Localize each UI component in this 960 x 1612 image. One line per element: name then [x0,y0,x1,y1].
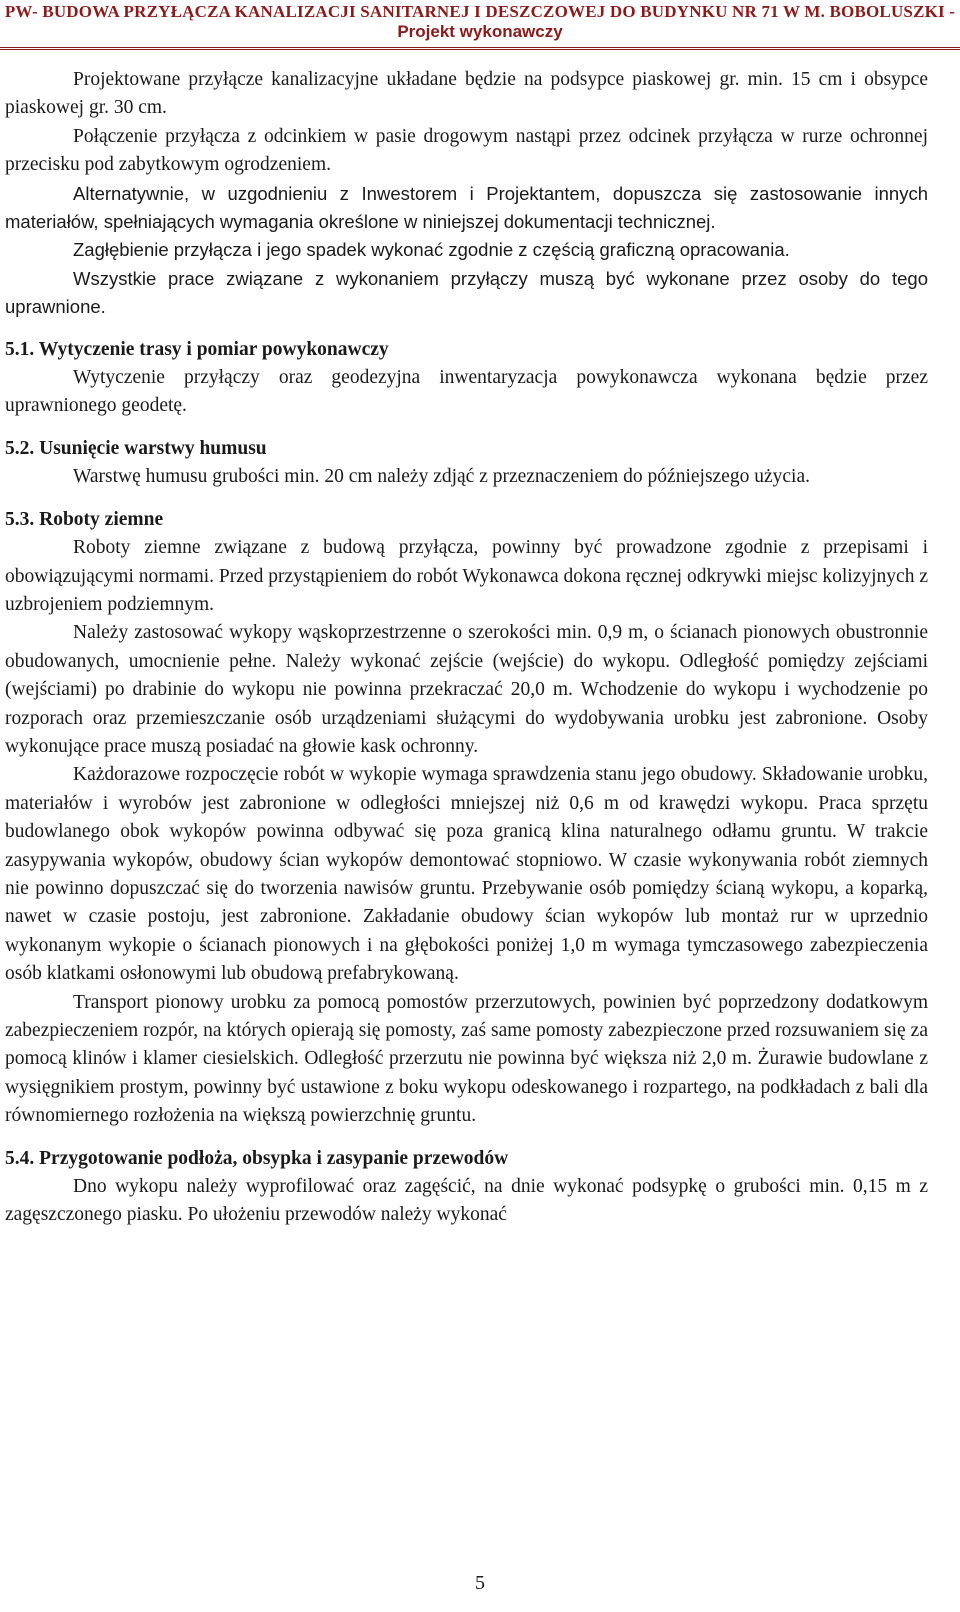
section-heading-5-3: 5.3. Roboty ziemne [5,508,164,530]
section-5-3-paragraph-1: Roboty ziemne związane z budową przyłącza, powinny być prowadzone zgodnie z przepisami i obowiązującymi normami. Przed przystąpieniem do robót Wykonawca dokona ręcznej odkrywki miejsc kolizyjnych z uzbrojeniem podziemnym. [5,537,928,615]
header-subtitle: Projekt wykonawczy [397,22,563,41]
section-5-3-paragraph-4: Transport pionowy urobku za pomocą pomostów przerzutowych, powinien być poprzedzony dodatkowym zabezpieczeniem rozpór, na których opierają się pomosty, zaś same pomosty zabezpieczone przed rozsuwaniem się za pomocą klinów i klamer ciesielskich. Odległość przerzutu nie powinna być większa niż 2,0 m. Żurawie budowlane z wysięgnikiem prostym, powinny być ustawione z boku wykopu odeskowanego i rozpartego, na podkładach z bali dla równomiernego rozłożenia na większą powierzchnię gruntu. [5,991,928,1127]
spacer [5,421,928,435]
section-5-1-paragraph: Wytyczenie przyłączy oraz geodezyjna inwentaryzacja powykonawcza wykonana będzie przez uprawnionego geodetę. [5,367,928,417]
page-header [0,0,960,48]
intro-paragraph-4: Zagłębienie przyłącza i jego spadek wykonać zgodnie z częścią graficzną opracowania. [73,239,790,261]
section-5-3-paragraph-3: Każdorazowe rozpoczęcie robót w wykopie wymaga sprawdzenia stanu jego obudowy. Składowanie urobku, materiałów i wyrobów jest zabronione w odległości mniejszej niż 0,6 m od krawędzi wykopu. Praca sprzętu budowlanego obok wykopów powinna odbywać się poza granicą klina naturalnego odłamu gruntu. W trakcie zasypywania wykopów, obudowy ścian wykopów demontować stopniowo. W czasie wykonywania robót ziemnych nie powinno dopuszczać się do tworzenia nawisów gruntu. Przebywanie osób pomiędzy ścianą wykopu, a koparką, nawet w czasie postoju, jest zabronione. Zakładanie obudowy ścian wykopów lub montaż rur w uprzednio wykonanym wykopie o ścianach pionowych i na głębokości poniżej 1,0 m wymaga tymczasowego zabezpieczenia osób klatkami osłonowymi lub obudową prefabrykowaną. [5,764,928,985]
spacer [5,492,928,506]
intro-paragraph-1: Projektowane przyłącze kanalizacyjne układane będzie na podsypce piaskowej gr. min. 15 cm i obsypce piaskowej gr. 30 cm. [5,69,928,119]
page-number: 5 [475,1572,485,1594]
section-heading-5-2: 5.2. Usunięcie warstwy humusu [5,437,267,459]
intro-paragraph-3: Alternatywnie, w uzgodnieniu z Inwestorem i Projektantem, dopuszcza się zastosowanie innych materiałów, spełniających wymagania określone w niniejszej dokumentacji technicznej. [5,182,928,233]
section-5-3-paragraph-2: Należy zastosować wykopy wąskoprzestrzenne o szerokości min. 0,9 m, o ścianach pionowych obustronnie obudowanych, umocnienie pełne. Należy wykonać zejście (wejście) do wykopu. Odległość pomiędzy zejściami (wejściami) po drabinie do wykopu nie powinna przekraczać 20,0 m. Wchodzenie do wykopu i wychodzenie po rozporach oraz przemieszczanie osób urządzeniami służącymi do wydobywania urobku jest zabronione. Osoby wykonujące prace muszą posiadać na głowie kask ochronny. [5,622,928,757]
section-heading-5-1: 5.1. Wytyczenie trasy i pomiar powykonawczy [5,338,389,360]
section-5-4-paragraph: Dno wykopu należy wyprofilować oraz zagęścić, na dnie wykonać podsypkę o grubości min. 0,15 m z zagęszczonego piasku. Po ułożeniu przewodów należy wykonać [5,1176,928,1226]
spacer [5,1131,928,1145]
header-title: PW- BUDOWA PRZYŁĄCZA KANALIZACJI SANITARNEJ I DESZCZOWEJ DO BUDYNKU NR 71 W M. BOBOLUSZKI - [4,2,956,21]
spacer [5,322,928,336]
intro-paragraph-2: Połączenie przyłącza z odcinkiem w pasie drogowym nastąpi przez odcinek przyłącza w rurze ochronnej przecisku pod zabytkowym ogrodzeniem. [5,125,928,176]
header-divider [0,47,960,50]
section-5-2-paragraph: Warstwę humusu grubości min. 20 cm należy zdjąć z przeznaczeniem do późniejszego użycia. [73,466,810,488]
document-body [5,66,928,1230]
section-heading-5-4: 5.4. Przygotowanie podłoża, obsypka i zasypanie przewodów [5,1147,509,1169]
intro-paragraph-5: Wszystkie prace związane z wykonaniem przyłączy muszą być wykonane przez osoby do tego uprawnione. [5,267,928,318]
